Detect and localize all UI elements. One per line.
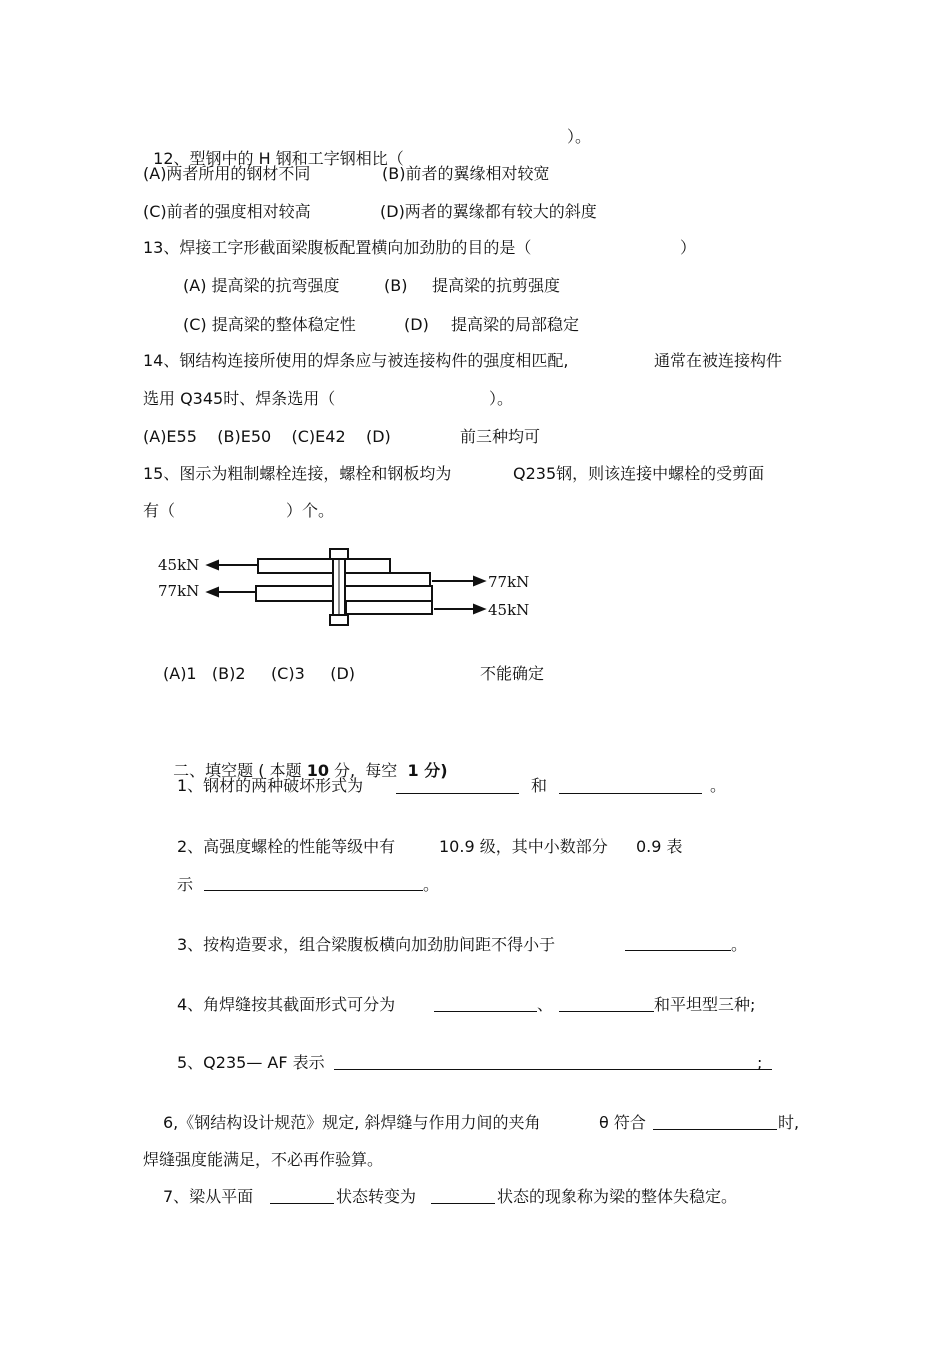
plate-bottom-right xyxy=(346,601,432,614)
q15-stem-line2: 有（ xyxy=(143,501,176,520)
section-heading-part-c: 分, 每空 xyxy=(328,761,408,780)
fill4-tail: 和平坦型三种; xyxy=(654,995,756,1014)
fill1-text: 1、钢材的两种破坏形式为 xyxy=(177,776,364,795)
bolt-nut xyxy=(330,615,348,625)
fill3-period: 。 xyxy=(731,935,748,954)
plate-top-left xyxy=(258,559,390,573)
fill5-blank[interactable] xyxy=(334,1053,772,1070)
fill7-blank-1[interactable] xyxy=(270,1187,334,1204)
fill6-theta: θ 符合 xyxy=(599,1113,646,1132)
fill2-blank[interactable] xyxy=(204,874,423,891)
section-heading-per-blank: 1 xyxy=(407,761,419,780)
q15-stem-line1a: 15、图示为粗制螺栓连接，螺栓和钢板均为 xyxy=(143,464,452,483)
q14-option-d: 前三种均可 xyxy=(460,427,541,446)
figure-label-left-bottom: 77kN xyxy=(158,582,200,600)
q14-stem-line1b: 通常在被连接构件 xyxy=(654,351,783,370)
q13-option-c: (C) 提高梁的整体稳定性 xyxy=(183,315,356,334)
figure-label-right-top: 77kN xyxy=(488,573,530,591)
q12-stem-end: ）。 xyxy=(567,127,592,146)
fill2-text-line2: 示 xyxy=(177,875,194,894)
fill7-blank-2[interactable] xyxy=(431,1187,495,1204)
fill5-text: 5、Q235— AF 表示 xyxy=(177,1053,325,1072)
fill1-blank-2[interactable] xyxy=(559,777,702,794)
fill2-decimal: 0.9 表 xyxy=(636,837,683,856)
fill1-period: 。 xyxy=(710,776,727,795)
q13-stem-end: ） xyxy=(680,238,697,257)
fill4-blank-2[interactable] xyxy=(559,995,654,1012)
plate-top-right xyxy=(342,573,430,586)
fill1-blank-1[interactable] xyxy=(396,777,519,794)
q12-option-a: (A)两者所用的钢材不同 xyxy=(143,164,311,183)
q15-stem-line2-end: ）个。 xyxy=(286,501,335,520)
q13-stem: 13、焊接工字形截面梁腹板配置横向加劲肋的目的是（ xyxy=(143,238,532,257)
q13-option-a: (A) 提高梁的抗弯强度 xyxy=(183,276,340,295)
q15-options: (A)1 (B)2 (C)3 (D) xyxy=(163,664,356,683)
fill7-text: 7、梁从平面 xyxy=(163,1187,254,1206)
fill6-text-line2: 焊缝强度能满足，不必再作验算。 xyxy=(143,1150,384,1169)
arrow-left-top xyxy=(208,561,258,569)
arrow-right-top xyxy=(432,577,484,585)
section-heading-score: 10 xyxy=(306,761,329,780)
fill6-text: 6,《钢结构设计规范》规定, 斜焊缝与作用力间的夹角 xyxy=(163,1113,541,1132)
fill4-text: 4、角焊缝按其截面形式可分为 xyxy=(177,995,396,1014)
fill7-tail: 状态的现象称为梁的整体失稳定。 xyxy=(497,1187,738,1206)
fill3-text: 3、按构造要求，组合梁腹板横向加劲肋间距不得小于 xyxy=(177,935,556,954)
arrow-right-bottom xyxy=(434,605,484,613)
fill4-blank-1[interactable] xyxy=(434,995,537,1012)
q13-option-d-letter: (D) xyxy=(404,315,429,334)
section-heading-part-a: 二、填空题 ( 本题 xyxy=(173,761,307,780)
section-heading-part-e: 分) xyxy=(418,761,448,780)
fill2-grade: 10.9 级，其中小数部分 xyxy=(439,837,608,856)
q12-stem-text: 12、型钢中的 H 钢和工字钢相比（ xyxy=(153,149,404,168)
q13-option-b-letter: (B) xyxy=(384,276,408,295)
q12-option-c: (C)前者的强度相对较高 xyxy=(143,202,311,221)
q14-stem-line2-end: ）。 xyxy=(489,389,514,408)
q13-option-b: 提高梁的抗剪强度 xyxy=(432,276,561,295)
figure-label-left-top: 45kN xyxy=(158,556,200,574)
q14-options: (A)E55 (B)E50 (C)E42 (D) xyxy=(143,427,391,446)
fill6-tail: 时, xyxy=(778,1113,800,1132)
bolted-connection-figure xyxy=(150,545,545,635)
fill1-and: 和 xyxy=(531,776,548,795)
arrow-left-bottom xyxy=(208,588,256,596)
fill3-blank[interactable] xyxy=(625,934,731,951)
fill6-blank[interactable] xyxy=(653,1113,777,1130)
fill2-period: 。 xyxy=(423,875,440,894)
q13-option-d: 提高梁的局部稳定 xyxy=(451,315,580,334)
q14-stem-line1a: 14、钢结构连接所使用的焊条应与被连接构件的强度相匹配, xyxy=(143,351,569,370)
fill4-separator: 、 xyxy=(537,995,554,1014)
q15-option-d: 不能确定 xyxy=(480,664,545,683)
fill7-middle: 状态转变为 xyxy=(336,1187,417,1206)
bolt-head xyxy=(330,549,348,559)
fill5-semicolon: ; xyxy=(757,1053,763,1072)
q14-stem-line2: 选用 Q345时、焊条选用（ xyxy=(143,389,336,408)
q12-option-d: (D)两者的翼缘都有较大的斜度 xyxy=(380,202,597,221)
figure-label-right-bottom: 45kN xyxy=(488,601,530,619)
fill2-text: 2、高强度螺栓的性能等级中有 xyxy=(177,837,396,856)
q12-option-b: (B)前者的翼缘相对较宽 xyxy=(382,164,550,183)
q15-stem-line1b: Q235钢，则该连接中螺栓的受剪面 xyxy=(513,464,765,483)
bolt xyxy=(330,549,348,625)
